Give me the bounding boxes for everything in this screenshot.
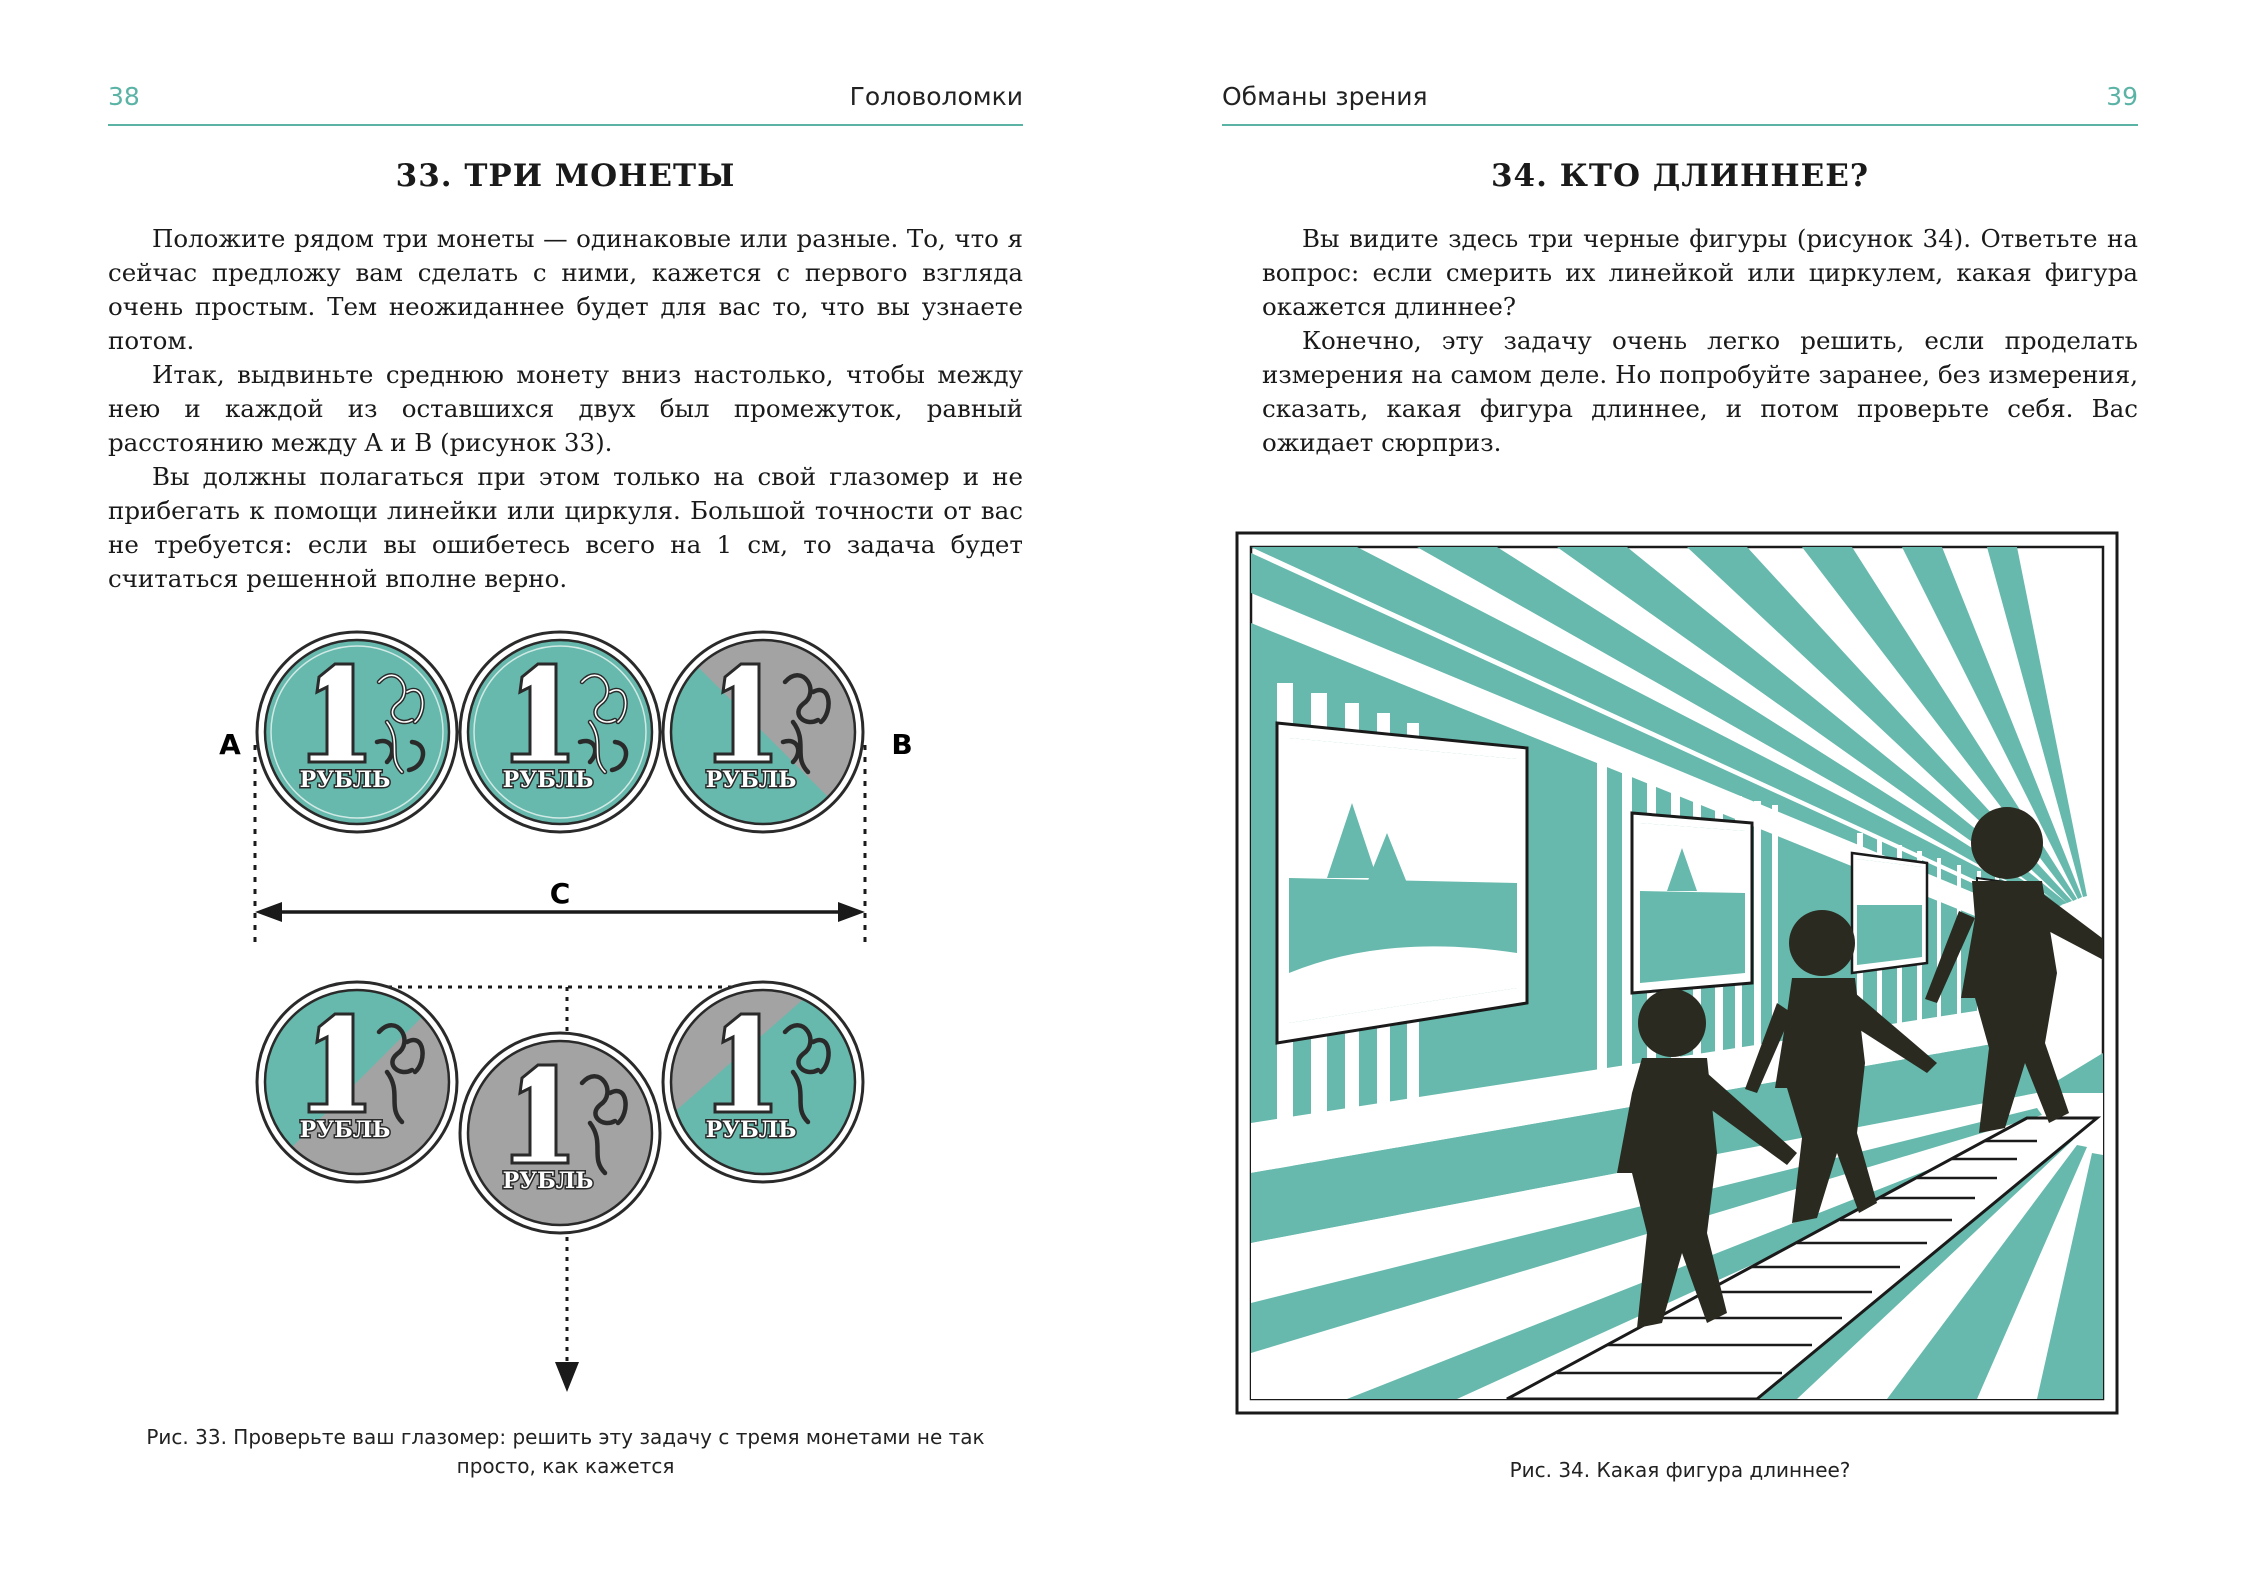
coin-label: РУБЛЬ bbox=[705, 1117, 797, 1143]
coin-label: РУБЛЬ bbox=[502, 767, 594, 793]
coin-2 bbox=[460, 632, 660, 832]
coin-label: РУБЛЬ bbox=[502, 1168, 594, 1194]
figure-caption: Рис. 33. Проверьте ваш глазомер: решить эту задачу с тремя монетами не так просто, как кажется bbox=[146, 1425, 985, 1478]
coin-3 bbox=[663, 632, 863, 832]
label-b: B bbox=[891, 728, 913, 761]
label-c: C bbox=[549, 877, 571, 910]
running-head: Обманы зрения bbox=[1222, 82, 1428, 111]
wall-picture-3 bbox=[1852, 853, 1927, 973]
right-page bbox=[1120, 0, 2241, 1582]
left-page bbox=[0, 0, 1120, 1582]
wall-picture-1 bbox=[1277, 723, 1527, 1043]
running-head: Головоломки bbox=[849, 82, 1023, 111]
coin-6 bbox=[663, 982, 863, 1182]
label-a: A bbox=[219, 728, 241, 761]
coin-5 bbox=[460, 1033, 660, 1233]
coin-label: РУБЛЬ bbox=[299, 767, 391, 793]
paragraph: Конечно, эту задачу очень легко решить, если проделать измерения на самом деле. Но попробуйте заранее, без измерения, сказать, какая фигура длиннее, и потом проверьте себя. Вас ожидает сюрприз. bbox=[1262, 326, 2138, 457]
section-title: 33. ТРИ МОНЕТЫ bbox=[395, 158, 736, 194]
section-title: 34. КТО ДЛИННЕЕ? bbox=[1490, 158, 1870, 194]
paragraph: Положите рядом три монеты — одинаковые или разные. То, что я сейчас предложу вам сделать с ними, кажется с первого взгляда очень простым. Тем неожиданнее будет для вас то, что вы узнаете потом. bbox=[108, 224, 1023, 355]
paragraph: Итак, выдвиньте среднюю монету вниз настолько, чтобы между нею и каждой из оставшихся двух был промежуток, равный расстоянию между A и B (рисунок 33). bbox=[108, 360, 1023, 457]
page-header bbox=[1222, 82, 2138, 126]
coins-figure bbox=[219, 630, 940, 1410]
coin-label: РУБЛЬ bbox=[705, 767, 797, 793]
page-number: 39 bbox=[2106, 82, 2138, 111]
figure-caption: Рис. 34. Какая фигура длиннее? bbox=[1509, 1458, 1851, 1482]
corridor-illusion-figure bbox=[1237, 533, 2117, 1413]
wall-picture-2 bbox=[1632, 813, 1752, 993]
body-text bbox=[1262, 222, 2138, 460]
coin-4 bbox=[257, 982, 457, 1182]
body-text bbox=[108, 222, 1023, 596]
coin-label: РУБЛЬ bbox=[299, 1117, 391, 1143]
page-number: 38 bbox=[108, 82, 140, 111]
coin-1 bbox=[257, 632, 457, 832]
down-arrow bbox=[555, 1362, 579, 1392]
paragraph: Вы видите здесь три черные фигуры (рисунок 34). Ответьте на вопрос: если смерить их линейкой или циркулем, какая фигура окажется длиннее? bbox=[1262, 224, 2138, 321]
page-header bbox=[108, 82, 1023, 126]
paragraph: Вы должны полагаться при этом только на свой глазомер и не прибегать к помощи линейки или циркуля. Большой точности от вас не требуется: если вы ошибетесь всего на 1 см, то задача будет считаться решенной вполне верно. bbox=[108, 462, 1023, 593]
